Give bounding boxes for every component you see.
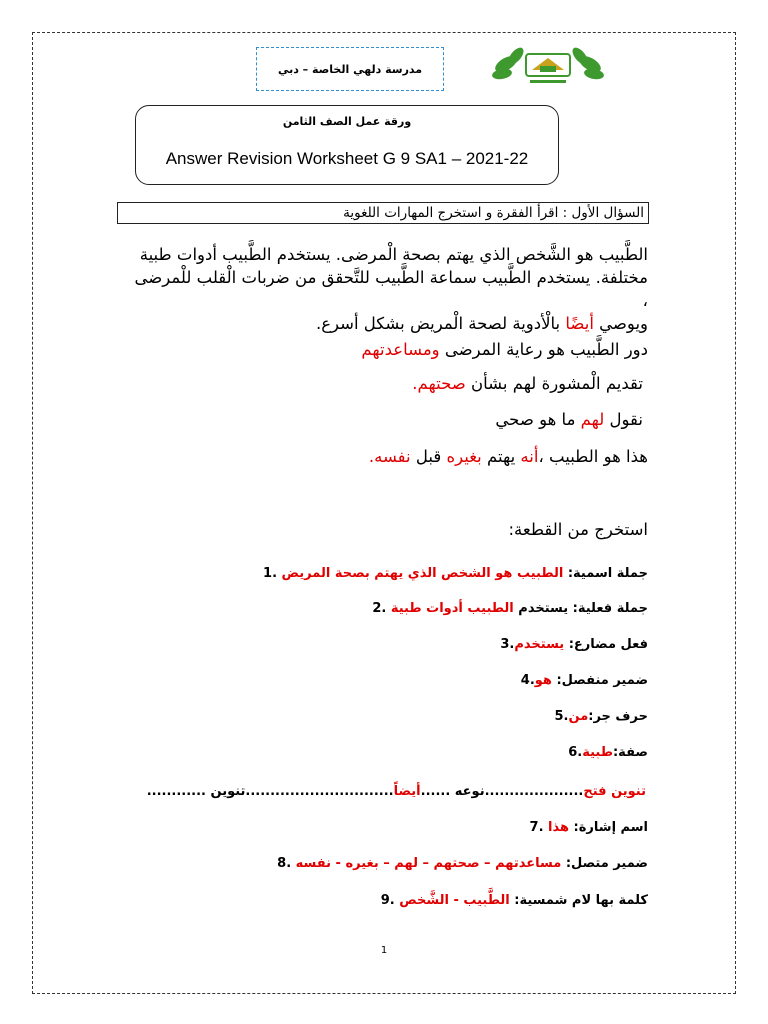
item-label: جملة فعلية: يستخدم bbox=[513, 601, 648, 616]
answer-item-9 bbox=[381, 893, 648, 908]
item-label: صفة: bbox=[612, 745, 648, 760]
passage-text: يهتم bbox=[481, 447, 521, 466]
highlight-word: صحتهم. bbox=[412, 374, 466, 393]
answer-item-3 bbox=[500, 637, 648, 652]
school-logo-icon bbox=[492, 44, 604, 86]
highlight-word: بغيره bbox=[446, 447, 482, 466]
item-answer: هو bbox=[534, 673, 552, 688]
answer-item-7 bbox=[530, 820, 648, 835]
item-number: .3 bbox=[500, 637, 515, 652]
highlight-word: ومساعدتهم bbox=[361, 340, 440, 359]
passage-text: دور الطَّبيب هو رعاية المرضى bbox=[439, 340, 648, 359]
item-label: جملة اسمية: bbox=[563, 566, 648, 581]
item-label: ضمير منفصل: bbox=[551, 673, 648, 688]
extract-section-title: استخرج من القطعة: bbox=[508, 520, 648, 539]
worksheet-title-arabic: ورقة عمل الصف الثامن bbox=[282, 115, 412, 128]
page-number: 1 bbox=[380, 945, 388, 956]
answer-item-2 bbox=[372, 601, 648, 616]
passage-text: ما هو صحي bbox=[495, 410, 581, 429]
passage-line-2: مختلفة. يستخدم الطَّبيب سماعة الطَّبيب للتَّحقق من ضربات الْقلب للْمرضى ، bbox=[134, 268, 648, 310]
item-answer: من bbox=[568, 709, 589, 724]
answer-item-tanween bbox=[147, 784, 646, 799]
item-answer: هذا bbox=[548, 820, 570, 835]
highlight-word: لهم bbox=[580, 410, 605, 429]
item-label: اسم إشارة: bbox=[569, 820, 648, 835]
item-answer: يستخدم bbox=[514, 637, 565, 652]
passage-text: تقديم الْمشورة لهم بشأن bbox=[465, 374, 643, 393]
school-name-box bbox=[256, 47, 444, 91]
item-label: ....................نوعه ...... bbox=[420, 784, 584, 799]
item-answer: أيضاً bbox=[393, 784, 421, 799]
item-answer: تنوين فتح bbox=[583, 784, 646, 799]
passage-text: بالْأدوية لصحة الْمريض بشكل أسرع. bbox=[315, 314, 566, 333]
passage-line-this-is-doctor bbox=[369, 447, 648, 466]
answer-item-5 bbox=[555, 709, 649, 724]
item-number: .9 bbox=[380, 893, 400, 908]
answer-item-6 bbox=[568, 745, 648, 760]
item-number: .6 bbox=[568, 745, 583, 760]
passage-text: نقول bbox=[604, 410, 643, 429]
passage-text: قبل bbox=[410, 447, 447, 466]
item-number: .4 bbox=[520, 673, 535, 688]
answer-item-8 bbox=[277, 856, 648, 871]
item-number: .8 bbox=[277, 856, 296, 871]
item-label: ..............................تنوين ............ bbox=[146, 784, 394, 799]
item-answer: الطَّبيب - الشَّخص bbox=[399, 893, 510, 908]
passage-line-advice bbox=[412, 374, 643, 393]
question-1-text: السؤال الأول : اقرأ الفقرة و استخرج المهارات اللغوية bbox=[343, 205, 644, 221]
passage-line-1: الطَّبيب هو الشَّخص الذي يهتم بصحة الْمرضى. يستخدم الطَّبيب أدوات طبية bbox=[139, 245, 648, 264]
item-number: .2 bbox=[372, 601, 391, 616]
passage-text: ويوصي bbox=[593, 314, 648, 333]
answer-item-4 bbox=[521, 673, 648, 688]
worksheet-title-box bbox=[135, 105, 559, 185]
item-label: ضمير متصل: bbox=[561, 856, 648, 871]
passage-text: هذا هو الطبيب ، bbox=[538, 447, 648, 466]
item-number: .7 bbox=[529, 820, 549, 835]
passage-line-we-say bbox=[495, 410, 643, 429]
item-number: .1 bbox=[263, 566, 282, 581]
passage-line-doctor-role bbox=[361, 340, 648, 359]
question-1-box bbox=[117, 202, 649, 224]
worksheet-title-english: Answer Revision Worksheet G 9 SA1 – 2021-22 bbox=[165, 149, 529, 168]
answer-item-1 bbox=[263, 566, 648, 581]
item-label: حرف جر: bbox=[588, 709, 648, 724]
highlight-word: أنه bbox=[520, 447, 539, 466]
reading-passage bbox=[130, 243, 648, 335]
item-label: كلمة بها لام شمسية: bbox=[509, 893, 648, 908]
item-answer: طبية bbox=[582, 745, 613, 760]
highlight-word: أيضًا bbox=[565, 314, 594, 333]
school-name: مدرسة دلهي الخاصة – دبي bbox=[277, 62, 423, 76]
item-answer: الطبيب هو الشخص الذي يهتم بصحة المريض bbox=[281, 566, 564, 581]
highlight-word: نفسه. bbox=[368, 447, 411, 466]
item-label: فعل مضارع: bbox=[564, 637, 648, 652]
item-number: .5 bbox=[554, 709, 569, 724]
item-answer: الطبيب أدوات طبية bbox=[390, 601, 514, 616]
item-answer: مساعدتهم – صحتهم – لهم – بغيره - نفسه bbox=[295, 856, 562, 871]
passage-line-3 bbox=[130, 312, 648, 335]
